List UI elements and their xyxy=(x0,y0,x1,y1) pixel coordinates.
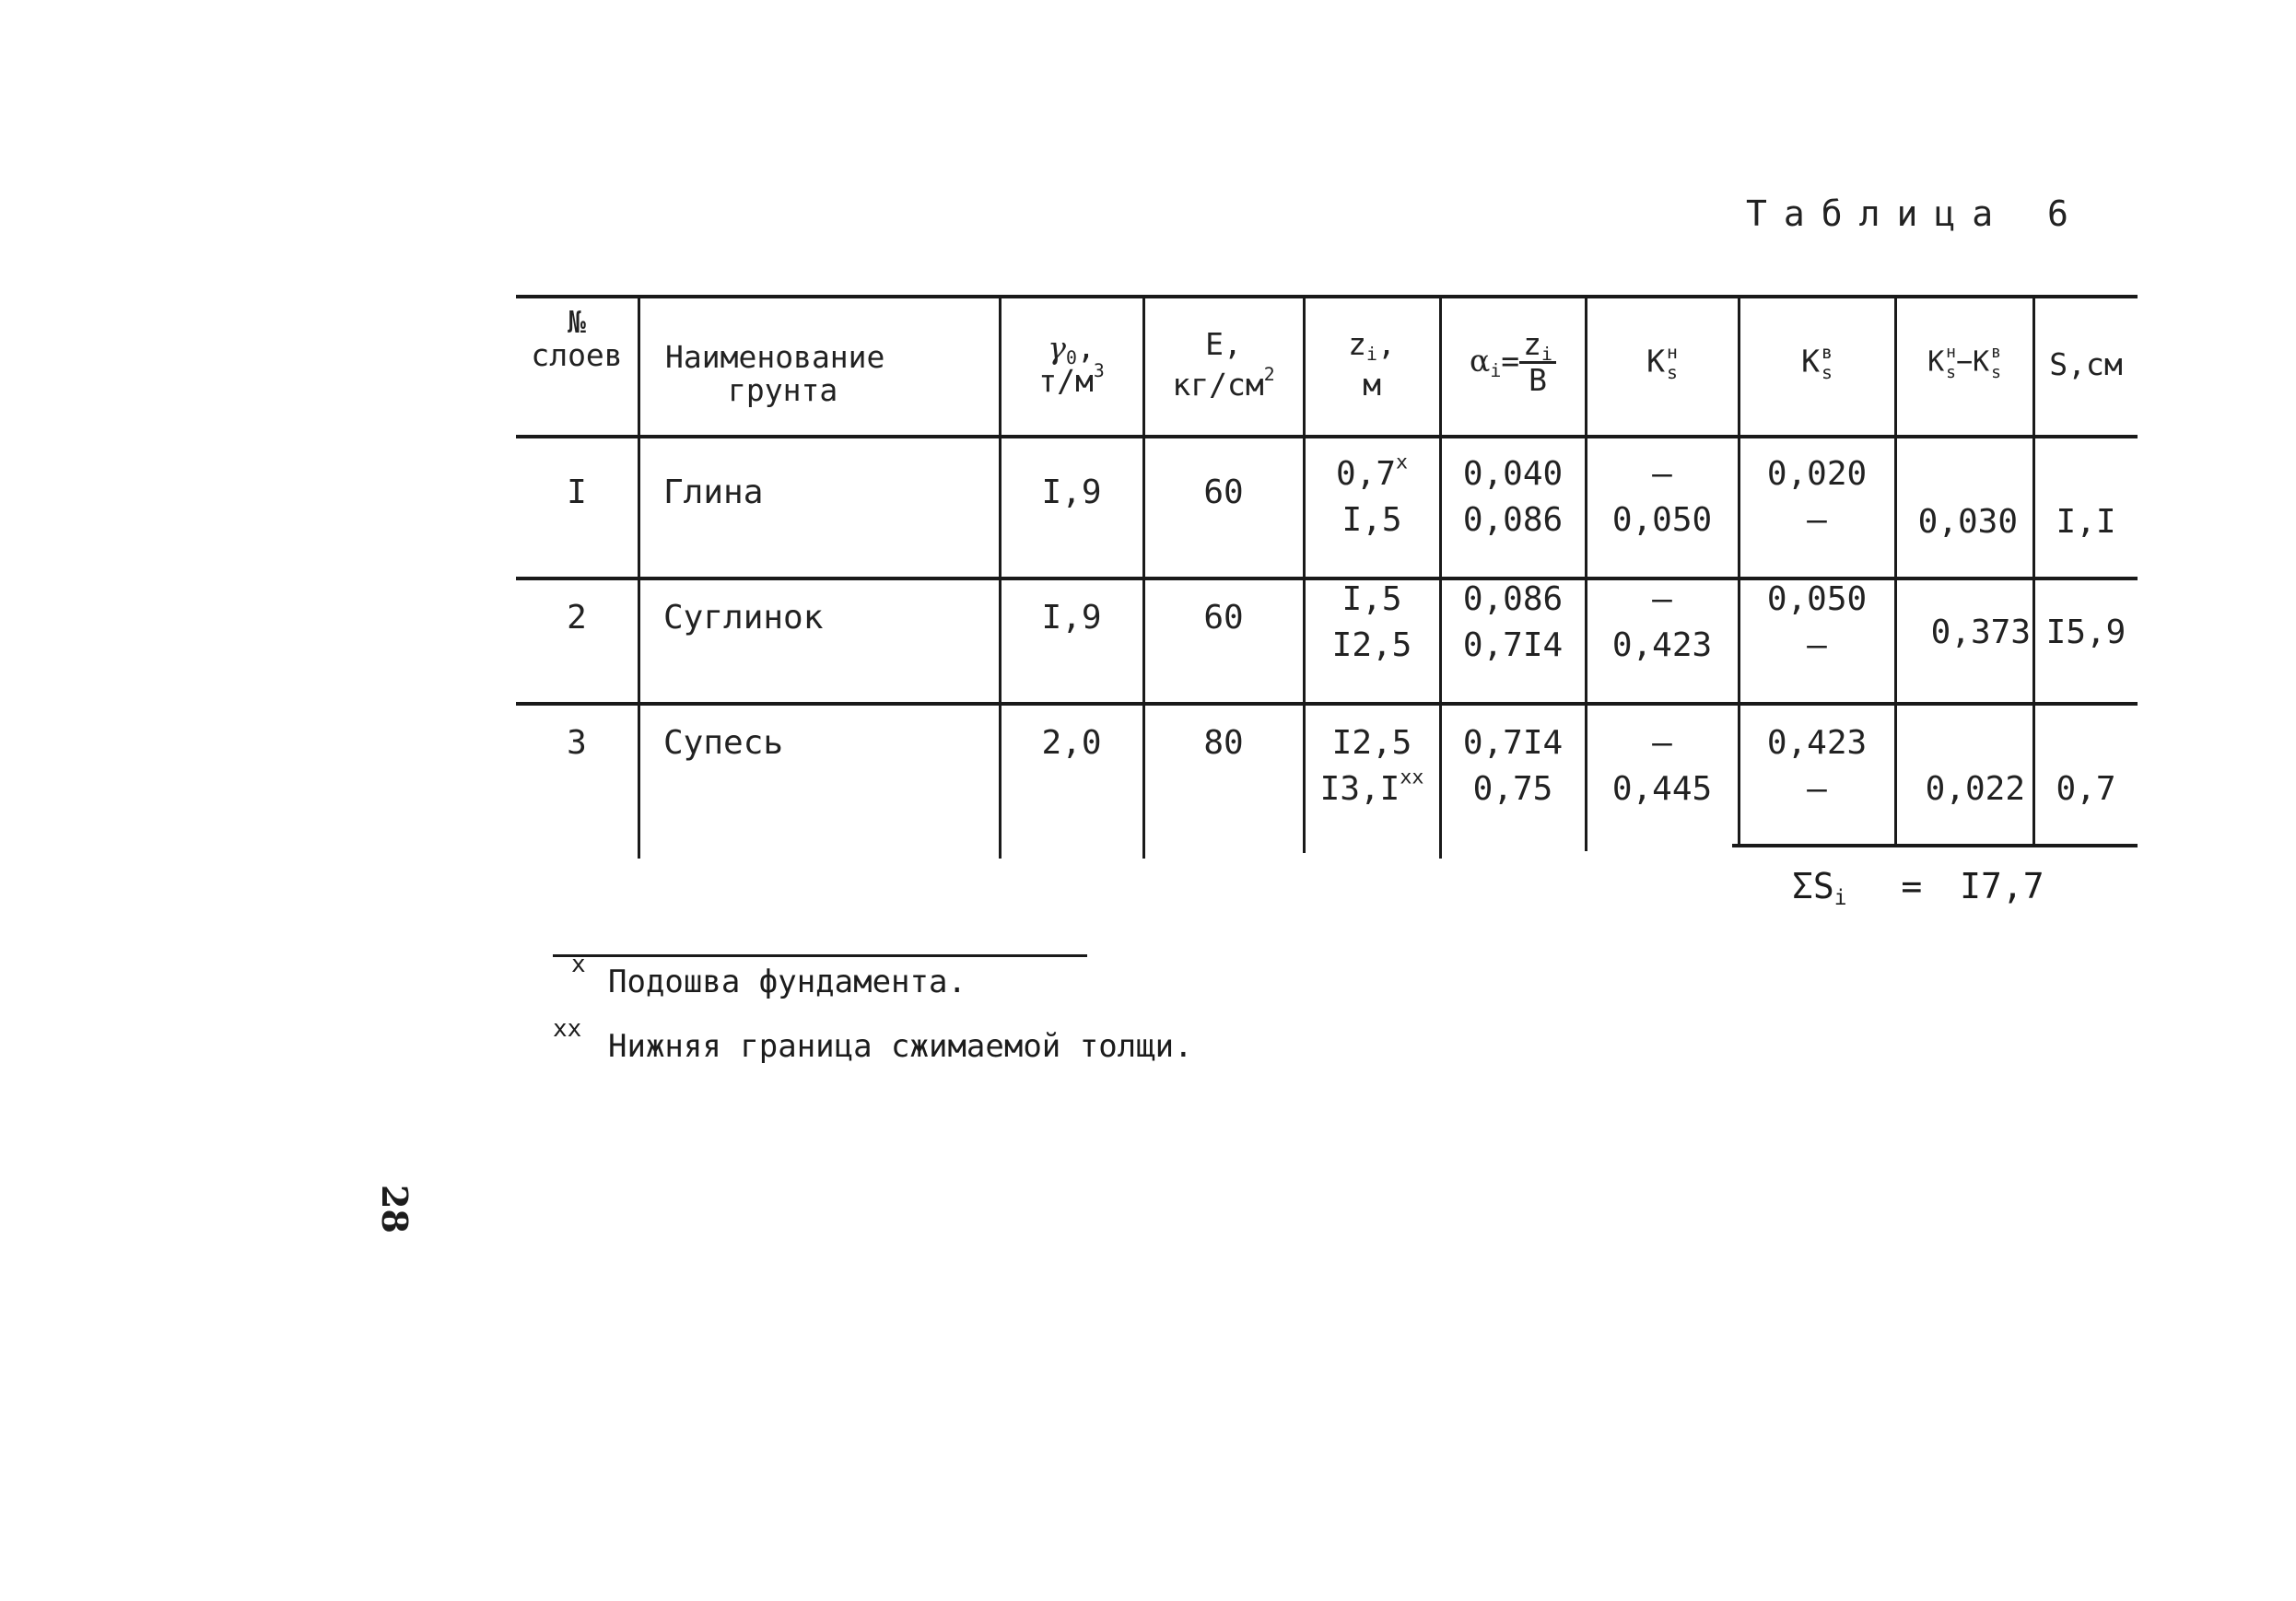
row2-soil-name: Суглинок xyxy=(663,599,824,637)
data-table xyxy=(516,295,2138,866)
row1-density: I,9 xyxy=(1041,473,1102,511)
row1-modulus: 60 xyxy=(1203,473,1244,511)
footnote-1 xyxy=(571,951,966,1000)
row1-settlement: I,I xyxy=(2056,503,2116,541)
footnote-2 xyxy=(553,1015,1193,1065)
row2-density: I,9 xyxy=(1041,599,1102,637)
row1-depth: 0,7$^x$ I,5 xyxy=(1335,450,1409,539)
row2-alpha: 0,086 0,7I4 xyxy=(1462,580,1564,664)
row1-layer-number: I xyxy=(567,473,587,511)
header-layer-number: № слоев xyxy=(531,304,623,373)
row1-soil-name: Глина xyxy=(663,473,764,511)
alpha-fraction: $\frac{z_i}{B}$ xyxy=(1519,328,1556,397)
row2-kdiff: 0,373 xyxy=(1930,614,2031,651)
footnote-2-mark: xx xyxy=(553,1015,582,1043)
settlement-sum: $\Sigma S_i = I7,7$ xyxy=(1792,866,2044,910)
header-alpha: $\alpha_i=$ $\frac{z_i}{B}$ xyxy=(1441,328,1585,397)
row3-modulus: 80 xyxy=(1203,724,1244,762)
row3-bottom-rule xyxy=(1732,844,2138,847)
footnote-2-text: Нижняя граница сжимаемой толщи. xyxy=(608,1028,1193,1065)
row1-alpha: 0,040 0,086 xyxy=(1462,455,1564,539)
row3-kv: 0,423 – xyxy=(1766,724,1868,808)
header-settlement: S,см xyxy=(2049,346,2123,382)
row2-depth: I,5 I2,5 xyxy=(1331,580,1412,664)
row1-kn: – 0,050 xyxy=(1611,455,1713,539)
header-kn: K н s xyxy=(1646,342,1678,383)
header-density: $\gamma_0$, $т/м^3$ xyxy=(1038,330,1105,399)
header-kv: K в s xyxy=(1801,342,1833,383)
row2-settlement: I5,9 xyxy=(2045,614,2126,651)
row3-settlement: 0,7 xyxy=(2056,770,2116,808)
footnote-1-mark: x xyxy=(571,951,586,978)
footnote-rule xyxy=(553,954,1087,957)
header-modulus: E, $кг/см^2$ xyxy=(1172,326,1275,403)
row3-alpha: 0,7I4 0,75 xyxy=(1462,724,1564,808)
header-soil-name: Наименование грунта xyxy=(665,339,885,408)
row3-layer-number: 3 xyxy=(567,724,587,762)
row1-kv: 0,020 – xyxy=(1766,455,1868,539)
row3-kn: – 0,445 xyxy=(1611,724,1713,808)
row3-depth: I2,5 $I3,I^{xx}$ xyxy=(1319,724,1424,808)
row3-density: 2,0 xyxy=(1041,724,1102,762)
row3-soil-name: Супесь xyxy=(663,724,784,762)
row2-modulus: 60 xyxy=(1203,599,1244,637)
header-kdiff: K н s −K в s xyxy=(1927,343,2001,382)
row1-kdiff: 0,030 xyxy=(1917,503,2018,541)
header-depth: $z_i$, м xyxy=(1348,326,1396,403)
footnote-1-text: Подошва фундамента. xyxy=(608,964,966,1000)
row3-kdiff: 0,022 xyxy=(1925,770,2025,808)
row2-kv: 0,050 – xyxy=(1766,580,1868,664)
row2-kn: – 0,423 xyxy=(1611,580,1713,664)
page-number: 28 xyxy=(373,1185,416,1233)
table-title: Таблица 6 xyxy=(1746,193,2085,234)
row2-layer-number: 2 xyxy=(567,599,587,637)
